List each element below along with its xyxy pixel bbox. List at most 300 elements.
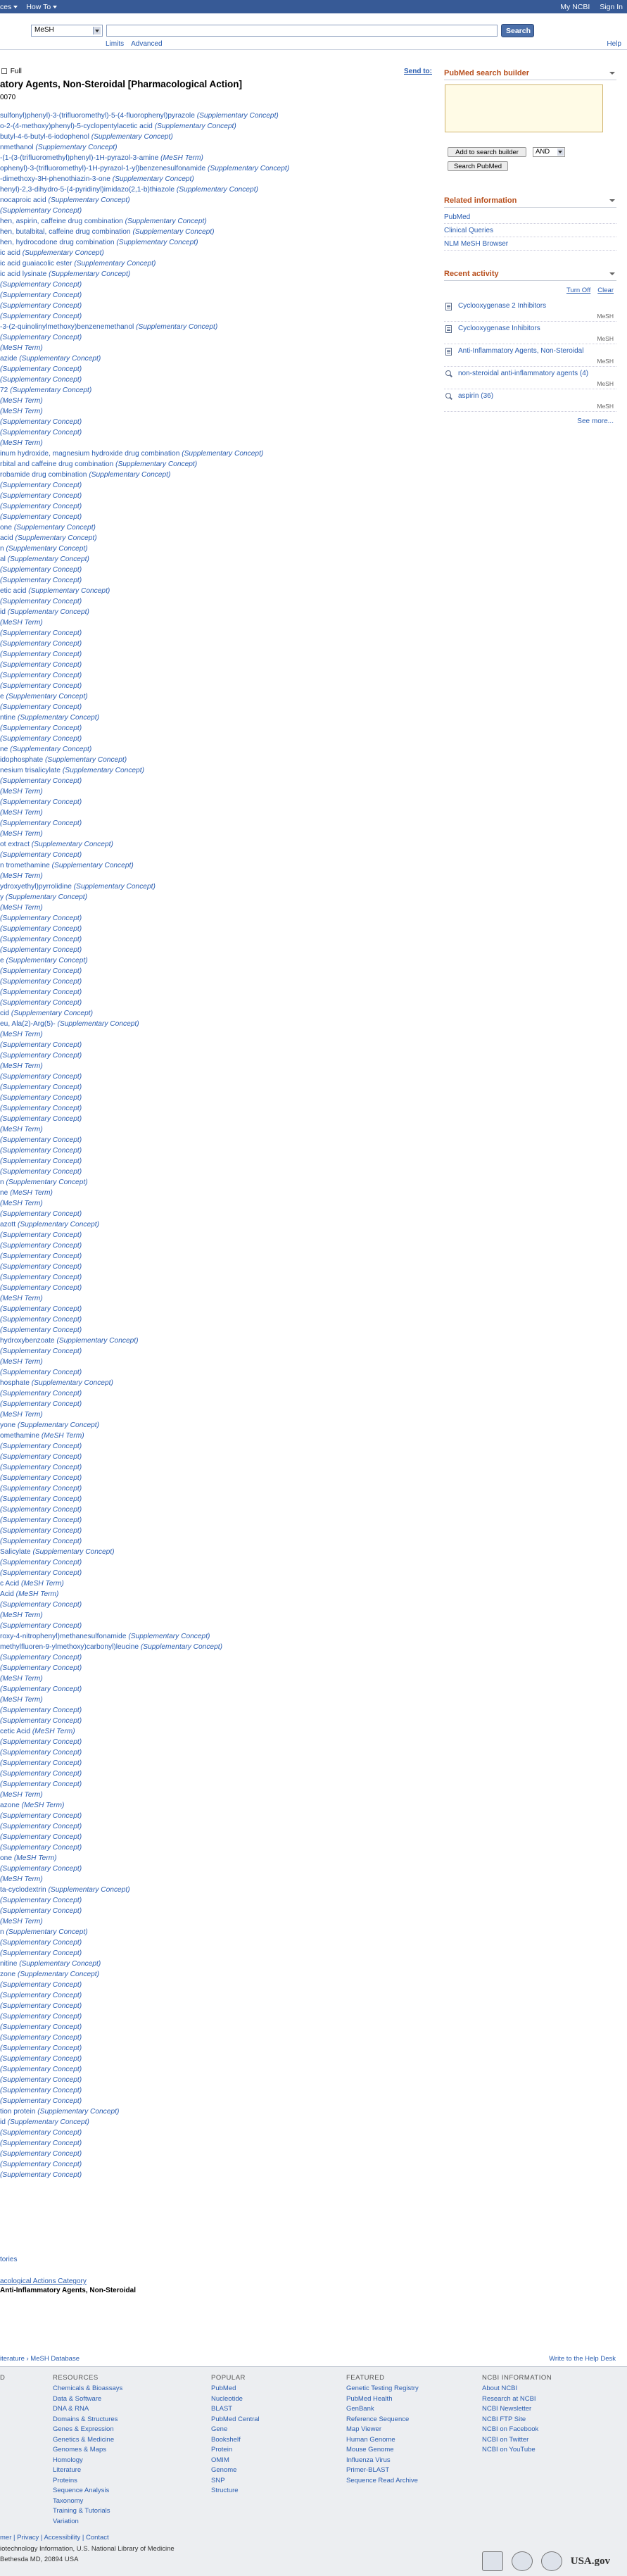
footer-link[interactable]: NCBI FTP Site — [482, 2415, 526, 2423]
footer-link[interactable]: Data & Software — [53, 2394, 102, 2403]
term-item[interactable] — [0, 1800, 436, 1811]
term-item[interactable] — [0, 871, 436, 881]
category-heading[interactable]: acological Actions Category — [0, 2277, 87, 2285]
term-item[interactable] — [0, 491, 436, 501]
term-name[interactable]: n — [0, 1179, 4, 1186]
term-item[interactable] — [0, 2138, 436, 2149]
term-name[interactable]: azone — [0, 1802, 20, 1809]
term-item[interactable] — [0, 818, 436, 829]
term-item[interactable] — [0, 142, 436, 153]
term-item[interactable] — [0, 1684, 436, 1695]
term-name[interactable]: y — [0, 893, 4, 901]
recent-activity-item[interactable] — [444, 322, 616, 344]
term-item[interactable] — [0, 1526, 436, 1536]
term-item[interactable] — [0, 1663, 436, 1673]
term-name[interactable]: hosphate — [0, 1379, 30, 1387]
footer-link[interactable]: Homology — [53, 2456, 83, 2464]
term-name[interactable]: butyl-4-6-butyl-6-iodophenol — [0, 133, 89, 141]
term-name[interactable]: sulfonyl)phenyl)-3-(trifluoromethyl)-5-(4-fluorophenyl)pyrazole — [0, 112, 195, 120]
term-item[interactable] — [0, 734, 436, 744]
term-item[interactable] — [0, 311, 436, 322]
recent-activity-label[interactable]: aspirin (36) — [458, 392, 494, 400]
term-item[interactable] — [0, 1198, 436, 1209]
term-item[interactable] — [0, 617, 436, 628]
term-item[interactable] — [0, 860, 436, 871]
footer-link[interactable]: NCBI on Twitter — [482, 2435, 529, 2444]
term-name[interactable]: -dimethoxy-3H-phenothiazin-3-one — [0, 175, 110, 183]
clear-link[interactable]: Clear — [597, 287, 614, 294]
term-item[interactable] — [0, 1948, 436, 1959]
term-item[interactable] — [0, 258, 436, 269]
term-item[interactable] — [0, 1547, 436, 1557]
term-name[interactable]: eu, Ala(2)-Arg(5)- — [0, 1020, 56, 1028]
nih-logo-icon[interactable] — [512, 2551, 533, 2571]
term-item[interactable] — [0, 2001, 436, 2011]
term-item[interactable] — [0, 1483, 436, 1494]
term-name[interactable]: Salicylate — [0, 1548, 31, 1556]
term-name[interactable]: n tromethamine — [0, 862, 50, 869]
term-item[interactable] — [0, 660, 436, 670]
term-item[interactable] — [0, 1420, 436, 1431]
recent-activity-item[interactable] — [444, 389, 616, 412]
term-item[interactable] — [0, 459, 436, 470]
help-desk-link[interactable]: Write to the Help Desk — [549, 2355, 616, 2363]
term-name[interactable]: robamide drug combination — [0, 471, 87, 479]
term-item[interactable] — [0, 565, 436, 575]
term-item[interactable] — [0, 1336, 436, 1346]
term-item[interactable] — [0, 649, 436, 660]
term-name[interactable]: -(1-(3-(trifluoromethyl)phenyl)-1H-pyrazol-3-amine — [0, 154, 159, 162]
term-item[interactable] — [0, 2117, 436, 2128]
term-item[interactable] — [0, 279, 436, 290]
footer-link[interactable]: NCBI Newsletter — [482, 2405, 532, 2413]
term-item[interactable] — [0, 227, 436, 237]
term-name[interactable]: acid — [0, 534, 13, 542]
term-item[interactable] — [0, 723, 436, 734]
term-item[interactable] — [0, 396, 436, 406]
term-item[interactable] — [0, 575, 436, 586]
footer-link[interactable]: OMIM — [211, 2456, 229, 2464]
term-item[interactable] — [0, 639, 436, 649]
term-name[interactable]: cetic Acid — [0, 1728, 31, 1735]
term-name[interactable]: azott — [0, 1221, 16, 1229]
term-item[interactable] — [0, 1916, 436, 1927]
term-item[interactable] — [0, 913, 436, 924]
term-name[interactable]: id — [0, 2118, 6, 2126]
term-name[interactable]: -3-(2-quinolinylmethoxy)benzenemethanol — [0, 323, 134, 331]
term-name[interactable]: etic acid — [0, 587, 27, 595]
recent-activity-label[interactable]: non-steroidal anti-inflammatory agents (4) — [458, 370, 589, 377]
term-item[interactable] — [0, 1399, 436, 1409]
term-item[interactable] — [0, 1114, 436, 1124]
term-item[interactable] — [0, 1061, 436, 1072]
related-item-pubmed[interactable]: PubMed — [444, 211, 616, 224]
term-name[interactable]: roxy-4-nitrophenyl)methanesulfonamide — [0, 1633, 127, 1640]
term-item[interactable] — [0, 892, 436, 903]
term-item[interactable] — [0, 290, 436, 301]
term-item[interactable] — [0, 1019, 436, 1029]
term-item[interactable] — [0, 1029, 436, 1040]
term-item[interactable] — [0, 1631, 436, 1642]
term-item[interactable] — [0, 1314, 436, 1325]
term-item[interactable] — [0, 903, 436, 913]
term-item[interactable] — [0, 1927, 436, 1937]
term-item[interactable] — [0, 1050, 436, 1061]
collapse-icon[interactable] — [609, 70, 615, 75]
usa-gov-logo[interactable]: USA.gov — [570, 2555, 610, 2567]
term-item[interactable] — [0, 533, 436, 544]
term-item[interactable] — [0, 1515, 436, 1526]
term-name[interactable]: e — [0, 693, 4, 700]
term-item[interactable] — [0, 1779, 436, 1790]
term-item[interactable] — [0, 1737, 436, 1747]
term-item[interactable] — [0, 1568, 436, 1578]
term-item[interactable] — [0, 945, 436, 955]
footer-link[interactable]: Influenza Virus — [346, 2456, 391, 2464]
footer-link[interactable]: SNP — [211, 2476, 225, 2484]
term-item[interactable] — [0, 1251, 436, 1262]
term-item[interactable] — [0, 2054, 436, 2064]
term-name[interactable]: henyl)-2,3-dihydro-5-(4-pyridinyl)imidazo(2,1-b)thiazole — [0, 186, 175, 194]
term-name[interactable]: yone — [0, 1421, 16, 1429]
help-link[interactable]: Help — [607, 40, 621, 48]
term-item[interactable] — [0, 776, 436, 786]
term-item[interactable] — [0, 1980, 436, 1990]
term-name[interactable]: o-2-(4-methoxy)phenyl)-5-cyclopentylacetic acid — [0, 122, 153, 130]
term-item[interactable] — [0, 1853, 436, 1864]
term-item[interactable] — [0, 1346, 436, 1357]
term-item[interactable] — [0, 1758, 436, 1768]
term-item[interactable] — [0, 1969, 436, 1980]
term-item[interactable] — [0, 1959, 436, 1969]
term-name[interactable]: ydroxyethyl)pyrrolidine — [0, 883, 72, 891]
term-item[interactable] — [0, 1768, 436, 1779]
term-name[interactable]: hydroxybenzoate — [0, 1337, 55, 1345]
related-item-clinical-queries[interactable]: Clinical Queries — [444, 224, 616, 237]
term-name[interactable]: ic acid lysinate — [0, 270, 47, 278]
term-item[interactable] — [0, 1145, 436, 1156]
footer-link[interactable]: Proteins — [53, 2476, 77, 2484]
term-item[interactable] — [0, 406, 436, 417]
term-name[interactable]: zone — [0, 1971, 16, 1978]
term-name[interactable]: ot extract — [0, 841, 30, 848]
footer-link[interactable]: Variation — [53, 2517, 79, 2525]
term-name[interactable]: omethamine — [0, 1432, 40, 1440]
term-item[interactable] — [0, 702, 436, 712]
term-item[interactable] — [0, 1705, 436, 1716]
term-name[interactable]: n — [0, 1928, 4, 1936]
term-name[interactable]: methylfluoren-9-ylmethoxy)carbonyl)leucine — [0, 1643, 139, 1651]
term-name[interactable]: ne — [0, 746, 8, 753]
term-item[interactable] — [0, 1462, 436, 1473]
term-item[interactable] — [0, 1093, 436, 1103]
term-item[interactable] — [0, 1431, 436, 1441]
footer-link[interactable]: NCBI on YouTube — [482, 2446, 536, 2454]
term-item[interactable] — [0, 1874, 436, 1885]
term-item[interactable] — [0, 2096, 436, 2106]
term-item[interactable] — [0, 375, 436, 385]
term-item[interactable] — [0, 1536, 436, 1547]
term-item[interactable] — [0, 522, 436, 533]
term-item[interactable] — [0, 1124, 436, 1135]
footer-link[interactable]: Genomes & Maps — [53, 2446, 107, 2454]
term-name[interactable]: al — [0, 555, 6, 563]
database-select[interactable]: MeSH — [31, 25, 103, 37]
term-item[interactable] — [0, 586, 436, 596]
term-name[interactable]: azide — [0, 355, 18, 363]
term-item[interactable] — [0, 1188, 436, 1198]
term-item[interactable] — [0, 765, 436, 776]
term-item[interactable] — [0, 1842, 436, 1853]
add-to-search-builder-button[interactable]: Add to search builder — [448, 147, 526, 157]
limits-link[interactable]: Limits — [106, 40, 125, 48]
term-name[interactable]: nmethanol — [0, 144, 34, 151]
term-item[interactable] — [0, 1832, 436, 1842]
term-name[interactable]: e — [0, 957, 4, 965]
term-item[interactable] — [0, 2011, 436, 2022]
term-item[interactable] — [0, 438, 436, 448]
term-name[interactable]: id — [0, 608, 6, 616]
recent-activity-item[interactable] — [444, 367, 616, 389]
term-item[interactable] — [0, 470, 436, 480]
advanced-link[interactable]: Advanced — [131, 40, 163, 48]
term-item[interactable] — [0, 1378, 436, 1388]
footer-link[interactable]: Nucleotide — [211, 2394, 243, 2403]
term-item[interactable] — [0, 1040, 436, 1050]
term-item[interactable] — [0, 353, 436, 364]
search-builder-textarea[interactable] — [445, 84, 603, 132]
recent-activity-label[interactable]: Cyclooxygenase Inhibitors — [458, 325, 540, 332]
see-more-link[interactable]: See more... — [577, 417, 614, 425]
collapse-icon[interactable] — [609, 270, 615, 276]
term-name[interactable]: cid — [0, 1010, 10, 1017]
footer-link[interactable]: Genome — [211, 2466, 237, 2474]
term-item[interactable] — [0, 1452, 436, 1462]
term-item[interactable] — [0, 924, 436, 934]
term-name[interactable]: inum hydroxide, magnesium hydroxide drug combination — [0, 450, 180, 458]
footer-link[interactable]: Sequence Analysis — [53, 2487, 110, 2494]
term-item[interactable] — [0, 364, 436, 375]
resources-menu[interactable]: ces — [0, 3, 18, 11]
term-item[interactable] — [0, 2149, 436, 2159]
term-item[interactable] — [0, 1441, 436, 1452]
term-item[interactable] — [0, 174, 436, 184]
term-item[interactable] — [0, 607, 436, 617]
term-item[interactable] — [0, 1473, 436, 1483]
term-item[interactable] — [0, 1167, 436, 1177]
term-item[interactable] — [0, 1504, 436, 1515]
footer-link[interactable]: Reference Sequence — [346, 2415, 410, 2423]
term-item[interactable] — [0, 1357, 436, 1367]
term-item[interactable] — [0, 1642, 436, 1652]
term-item[interactable] — [0, 1716, 436, 1726]
term-item[interactable] — [0, 681, 436, 691]
term-item[interactable] — [0, 417, 436, 427]
term-item[interactable] — [0, 269, 436, 279]
term-item[interactable] — [0, 132, 436, 142]
term-name[interactable]: ntine — [0, 714, 16, 722]
term-item[interactable] — [0, 1367, 436, 1378]
term-item[interactable] — [0, 195, 436, 206]
term-item[interactable] — [0, 1821, 436, 1832]
term-item[interactable] — [0, 153, 436, 163]
term-item[interactable] — [0, 512, 436, 522]
footer-link[interactable]: Domains & Structures — [53, 2415, 118, 2423]
search-button[interactable]: Search — [501, 24, 534, 37]
term-item[interactable] — [0, 966, 436, 976]
term-name[interactable]: c Acid — [0, 1580, 20, 1588]
term-name[interactable]: n — [0, 545, 4, 553]
term-item[interactable] — [0, 448, 436, 459]
term-item[interactable] — [0, 596, 436, 607]
term-name[interactable]: 72 — [0, 387, 8, 394]
term-item[interactable] — [0, 1578, 436, 1589]
term-item[interactable] — [0, 216, 436, 227]
footer-link[interactable]: About NCBI — [482, 2385, 518, 2392]
term-item[interactable] — [0, 1103, 436, 1114]
term-item[interactable] — [0, 744, 436, 755]
term-item[interactable] — [0, 501, 436, 512]
term-item[interactable] — [0, 111, 436, 121]
term-item[interactable] — [0, 934, 436, 945]
footer-link[interactable]: PubMed — [211, 2385, 236, 2392]
footer-link[interactable]: Protein — [211, 2446, 233, 2454]
term-item[interactable] — [0, 1895, 436, 1906]
term-item[interactable] — [0, 1156, 436, 1167]
footer-legal-links[interactable]: mer | Privacy | Accessibility | Contact — [0, 2534, 109, 2542]
term-item[interactable] — [0, 881, 436, 892]
term-item[interactable] — [0, 480, 436, 491]
term-item[interactable] — [0, 237, 436, 248]
recent-activity-label[interactable]: Cyclooxygenase 2 Inhibitors — [458, 302, 547, 310]
footer-link[interactable]: Chemicals & Bioassays — [53, 2385, 123, 2392]
term-item[interactable] — [0, 797, 436, 808]
term-item[interactable] — [0, 1589, 436, 1600]
footer-link[interactable]: DNA & RNA — [53, 2405, 89, 2413]
term-item[interactable] — [0, 322, 436, 332]
term-item[interactable] — [0, 1240, 436, 1251]
search-pubmed-button[interactable]: Search PubMed — [448, 161, 508, 171]
footer-link[interactable]: BLAST — [211, 2405, 233, 2413]
term-name[interactable]: nocaproic acid — [0, 196, 46, 204]
term-item[interactable] — [0, 1673, 436, 1684]
term-name[interactable]: ophenyl)-3-(trifluoromethyl)-1H-pyrazol-1-yl)benzenesulfonamide — [0, 165, 206, 172]
term-item[interactable] — [0, 1135, 436, 1145]
term-item[interactable] — [0, 998, 436, 1008]
term-name[interactable]: ic acid guaiacolic ester — [0, 260, 72, 268]
term-name[interactable]: hen, butalbital, caffeine drug combination — [0, 228, 131, 236]
term-item[interactable] — [0, 248, 436, 258]
footer-link[interactable]: Genetic Testing Registry — [346, 2385, 419, 2392]
term-item[interactable] — [0, 955, 436, 966]
collapse-icon[interactable] — [609, 197, 615, 203]
recent-activity-item[interactable] — [444, 299, 616, 322]
term-name[interactable]: idophosphate — [0, 756, 44, 764]
term-item[interactable] — [0, 1272, 436, 1283]
term-item[interactable] — [0, 670, 436, 681]
categories-link[interactable]: tories — [0, 2256, 18, 2263]
footer-link[interactable]: Structure — [211, 2487, 239, 2494]
term-item[interactable] — [0, 163, 436, 174]
term-item[interactable] — [0, 2128, 436, 2138]
footer-link[interactable]: GenBank — [346, 2405, 374, 2413]
term-item[interactable] — [0, 1885, 436, 1895]
term-name[interactable]: nitine — [0, 1960, 18, 1968]
footer-link[interactable]: Genes & Expression — [53, 2425, 114, 2433]
recent-activity-label[interactable]: Anti-Inflammatory Agents, Non-Steroidal — [458, 347, 584, 355]
how-to-menu[interactable]: How To — [26, 3, 57, 11]
term-item[interactable] — [0, 301, 436, 311]
sign-in-link[interactable]: Sign In — [600, 3, 623, 11]
footer-link[interactable]: Genetics & Medicine — [53, 2435, 115, 2444]
term-item[interactable] — [0, 1610, 436, 1621]
term-item[interactable] — [0, 1072, 436, 1082]
term-item[interactable] — [0, 1219, 436, 1230]
term-name[interactable]: hen, aspirin, caffeine drug combination — [0, 218, 123, 225]
breadcrumb[interactable]: iterature › MeSH Database — [0, 2355, 80, 2363]
footer-link[interactable]: Mouse Genome — [346, 2446, 394, 2454]
term-item[interactable] — [0, 2043, 436, 2054]
footer-link[interactable]: Map Viewer — [346, 2425, 381, 2433]
term-item[interactable] — [0, 1790, 436, 1800]
term-item[interactable] — [0, 184, 436, 195]
term-item[interactable] — [0, 544, 436, 554]
term-item[interactable] — [0, 691, 436, 702]
term-name[interactable]: one — [0, 524, 12, 532]
term-item[interactable] — [0, 343, 436, 353]
boolean-operator-select[interactable]: AND — [533, 147, 565, 157]
footer-link[interactable]: Human Genome — [346, 2435, 395, 2444]
term-item[interactable] — [0, 1600, 436, 1610]
term-name[interactable]: tion protein — [0, 2108, 36, 2116]
term-item[interactable] — [0, 1293, 436, 1304]
term-item[interactable] — [0, 839, 436, 850]
term-item[interactable] — [0, 1230, 436, 1240]
term-item[interactable] — [0, 206, 436, 216]
footer-link[interactable]: PubMed Central — [211, 2415, 260, 2423]
send-to-link[interactable]: Send to: — [404, 68, 432, 75]
term-name[interactable]: Acid — [0, 1590, 14, 1598]
term-item[interactable] — [0, 1304, 436, 1314]
footer-link[interactable]: Research at NCBI — [482, 2394, 536, 2403]
footer-link[interactable]: Literature — [53, 2466, 82, 2474]
term-item[interactable] — [0, 786, 436, 797]
search-input[interactable] — [106, 25, 498, 37]
term-item[interactable] — [0, 1209, 436, 1219]
term-item[interactable] — [0, 1652, 436, 1663]
term-item[interactable] — [0, 2085, 436, 2096]
nlm-logo-icon[interactable] — [482, 2551, 503, 2571]
term-name[interactable]: one — [0, 1854, 12, 1862]
term-item[interactable] — [0, 332, 436, 343]
term-item[interactable] — [0, 2075, 436, 2085]
term-item[interactable] — [0, 1557, 436, 1568]
related-item-mesh-browser[interactable]: NLM MeSH Browser — [444, 237, 616, 251]
format-selector[interactable]: Full — [0, 68, 22, 75]
term-item[interactable] — [0, 1937, 436, 1948]
term-item[interactable] — [0, 2106, 436, 2117]
term-name[interactable]: hen, hydrocodone drug combination — [0, 239, 115, 246]
term-item[interactable] — [0, 1726, 436, 1737]
term-item[interactable] — [0, 1008, 436, 1019]
recent-activity-item[interactable] — [444, 344, 616, 367]
turn-off-link[interactable]: Turn Off — [566, 287, 591, 294]
term-item[interactable] — [0, 427, 436, 438]
footer-link[interactable]: Training & Tutorials — [53, 2507, 110, 2515]
term-item[interactable] — [0, 987, 436, 998]
footer-link[interactable]: Bookshelf — [211, 2435, 241, 2444]
footer-link[interactable]: Taxonomy — [53, 2496, 84, 2505]
